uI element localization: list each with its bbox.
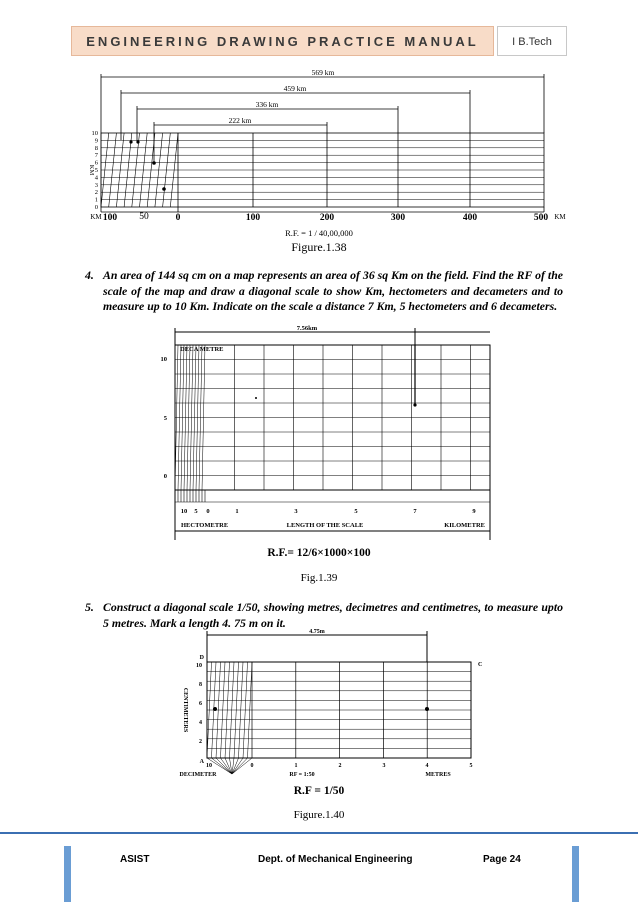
fig2-hecto-label: HECTOMETRE — [181, 522, 229, 529]
fig3-bottom-0: 0 — [250, 763, 254, 769]
figure-1-38-caption: Figure.1.38 — [291, 240, 347, 254]
fig2-rf: R.F.= 12/6×1000×100 — [267, 547, 371, 559]
fig2-vertical-lines — [175, 345, 471, 502]
scale-division-label: 9 — [94, 137, 98, 145]
scale-division-label: 8 — [94, 144, 98, 152]
figure-1-40-caption: Figure.1.40 — [293, 809, 345, 821]
fig1-horizontal-lines — [101, 140, 544, 199]
fig3-bottom-3: 3 — [382, 763, 386, 769]
scale-division-label: 4 — [94, 174, 98, 182]
question-5-text: Construct a diagonal scale 1/50, showing metres, decimetres and centimetres, to measure upto 5 metres. Mark a length 4. 75 m on it. — [103, 600, 563, 630]
scale-label-0: 0 — [175, 213, 181, 223]
fig2-left-5: 5 — [163, 415, 167, 422]
fig2-bottom-5b: 5 — [354, 508, 358, 515]
scale-label-50: 50 — [139, 212, 149, 222]
fig2-bottom-3: 3 — [294, 508, 298, 515]
fig2-bottom-0: 0 — [206, 508, 210, 515]
figure-1-38-diagonal-scale — [0, 60, 638, 250]
scale-label-300: 300 — [390, 213, 406, 223]
fig2-bottom-5: 5 — [194, 508, 198, 515]
fig3-left-6: 6 — [199, 701, 202, 707]
fig2-dim-label: 7.56km — [296, 325, 318, 332]
fig2-length-label: LENGTH OF THE SCALE — [286, 522, 364, 529]
fig3-bottom-10: 10 — [206, 763, 212, 769]
fig2-kilo-label: KILOMETRE — [444, 522, 485, 529]
scale-division-label: 3 — [94, 181, 98, 189]
scale-division-label: 7 — [94, 152, 98, 160]
fig3-bottom-5: 5 — [469, 763, 473, 769]
scale-label-400: 400 — [462, 213, 478, 223]
fig2-bottom-9: 9 — [472, 508, 476, 515]
footer-department: Dept. of Mechanical Engineering — [258, 854, 413, 865]
scale-label-500: 500 — [533, 213, 549, 223]
manual-title: ENGINEERING DRAWING PRACTICE MANUAL — [71, 26, 494, 56]
scale-division-label: 5 — [94, 167, 98, 174]
footer-bar-right — [572, 846, 579, 902]
fig3-left-2: 2 — [199, 739, 202, 745]
fig1-km-right: KM — [554, 213, 566, 221]
fig3-rf-small: RF = 1:50 — [289, 772, 315, 778]
scale-division-label: 0 — [94, 204, 98, 211]
fig3-left-4: 4 — [199, 720, 202, 726]
fig3-corner-a: A — [199, 759, 204, 765]
question-5-number: 5. — [85, 600, 94, 614]
footer-divider — [0, 832, 638, 834]
scale-line — [216, 758, 232, 774]
question-4 — [85, 268, 563, 315]
question-4-text: An area of 144 sq cm on a map represents an area of 36 sq Km on the field. Find the RF of the scale of the map and draw a diagonal scale to show Km, hectometers and decameters and to measure up to 10 Km. Indicate on the scale a distance 7 Km, 5 hectometers and 6 decameters. — [103, 268, 563, 313]
footer-institute: ASIST — [120, 854, 150, 865]
fig1-km-left: KM — [90, 213, 102, 221]
fig3-marked-point-left — [213, 707, 217, 711]
scale-label-100-left: 100 — [102, 213, 118, 223]
question-4-number: 4. — [85, 268, 94, 282]
dim-label-459: 459 km — [283, 84, 307, 93]
fig1-rf: R.F. = 1 / 40,00,000 — [285, 228, 353, 238]
scale-division-label: 6 — [94, 159, 98, 167]
scale-label-100: 100 — [245, 213, 261, 223]
footer-bar-left — [64, 846, 71, 902]
fig3-decimeter-label: DECIMETER — [179, 772, 217, 778]
dim-label-222: 222 km — [228, 116, 252, 125]
fig2-left-10: 10 — [160, 356, 167, 363]
fig3-rf: R.F = 1/50 — [293, 785, 345, 797]
fig3-marked-point-right — [425, 707, 429, 711]
fig2-left-0: 0 — [163, 473, 167, 480]
figure-1-40-diagonal-scale — [0, 620, 638, 780]
fig2-bottom-1: 1 — [235, 508, 239, 515]
fig2-deca-label: DECA METRE — [180, 346, 224, 353]
fig3-left-10: 10 — [196, 663, 202, 669]
fig3-left-8: 8 — [199, 682, 202, 688]
fig3-bottom-4: 4 — [425, 763, 429, 769]
fig2-marked-point — [413, 403, 416, 406]
fig1-km-axis-label: KM — [88, 164, 95, 176]
fig3-bottom-2: 2 — [338, 763, 342, 769]
figure-1-39-caption: Fig.1.39 — [300, 572, 338, 584]
fig3-corner-c: C — [478, 662, 483, 668]
fig2-horizontal-lines — [175, 360, 490, 476]
scale-division-label: 1 — [94, 196, 98, 204]
fig2-bottom-10: 10 — [180, 508, 188, 515]
course-tag: I B.Tech — [497, 26, 567, 56]
footer-page-number: Page 24 — [483, 854, 521, 865]
dim-label-569: 569 km — [311, 68, 335, 77]
scale-label-200: 200 — [319, 213, 335, 223]
fig3-dim-label: 4.75m — [309, 629, 325, 635]
dim-label-336: 336 km — [255, 100, 279, 109]
fig3-corner-d: D — [199, 655, 204, 661]
scale-division-label: 2 — [94, 189, 98, 197]
fig3-metres-label: METRES — [425, 772, 451, 778]
fig3-axis-label: CENTIMETERS — [182, 687, 188, 733]
scale-division-label: 10 — [91, 130, 98, 137]
fig3-bottom-1: 1 — [294, 763, 298, 769]
fig2-bottom-7: 7 — [413, 508, 417, 515]
scale-line — [232, 758, 248, 774]
figure-1-39-diagonal-scale — [0, 325, 638, 545]
